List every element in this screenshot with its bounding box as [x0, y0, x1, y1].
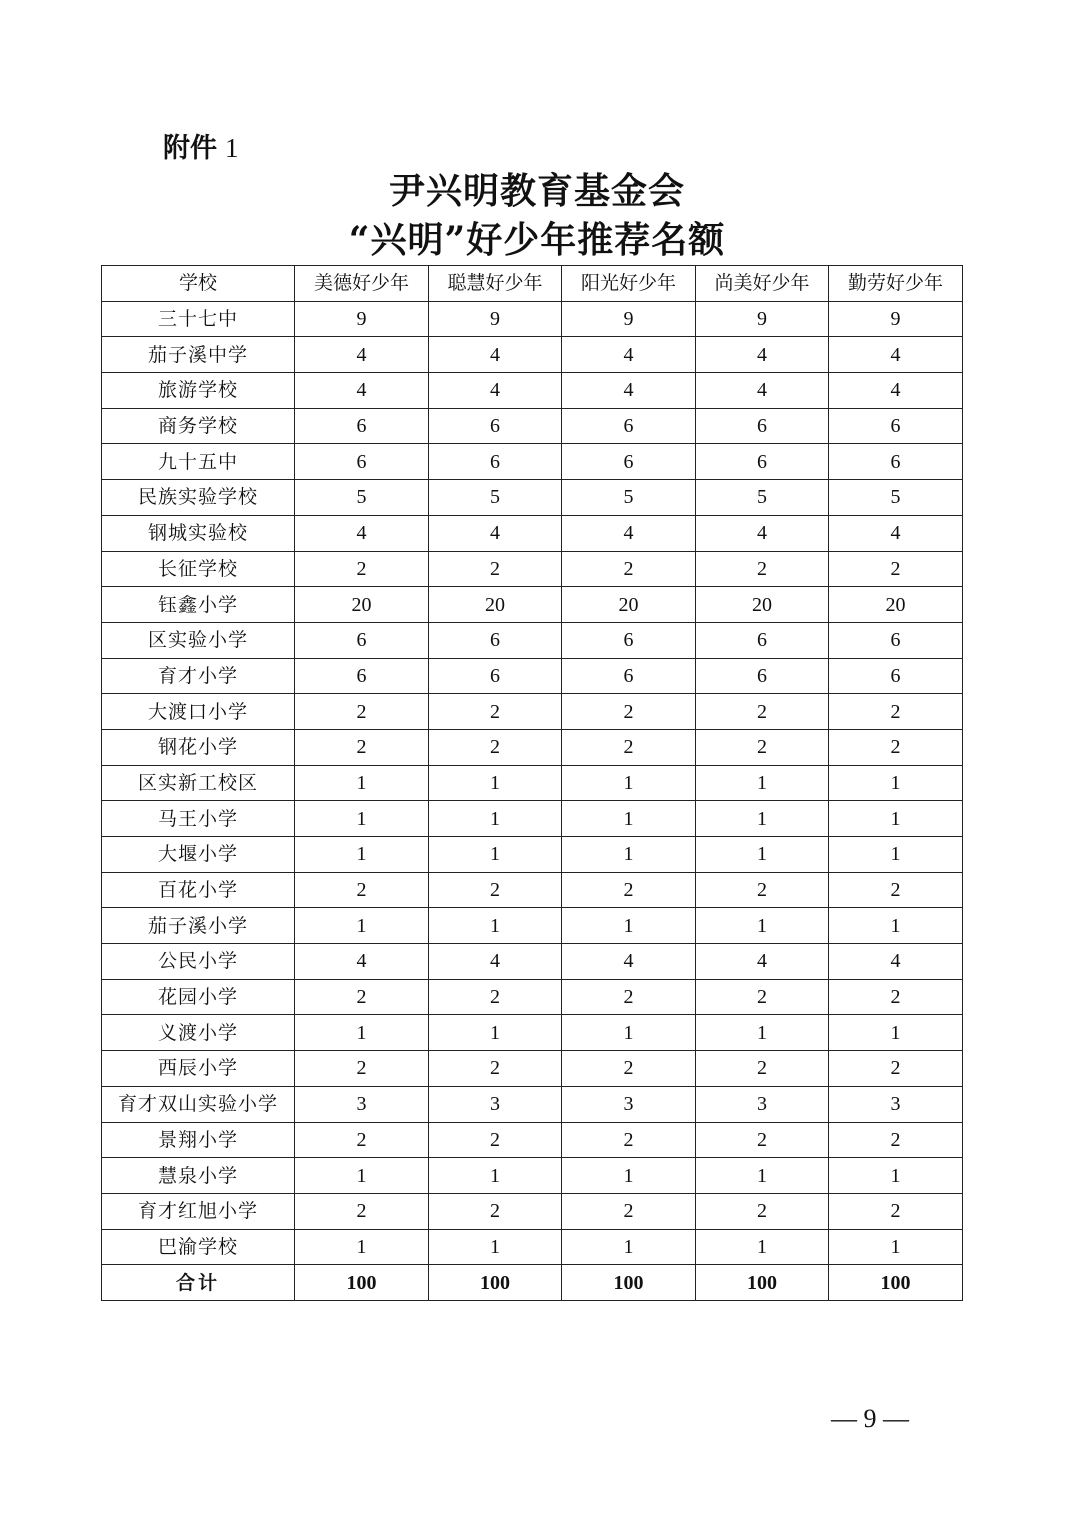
school-name-cell: 商务学校: [102, 408, 295, 444]
table-row: [102, 944, 963, 980]
school-name-cell: 钰鑫小学: [102, 587, 295, 623]
quota-cell: 1: [429, 908, 562, 944]
quota-cell: 6: [429, 444, 562, 480]
quota-cell: 2: [696, 1122, 829, 1158]
table-row: [102, 872, 963, 908]
quota-cell: 4: [829, 515, 963, 551]
quota-cell: 6: [429, 408, 562, 444]
table-row: [102, 408, 963, 444]
quota-cell: 1: [696, 1229, 829, 1265]
quota-cell: 6: [295, 444, 429, 480]
school-name-cell: 钢花小学: [102, 729, 295, 765]
school-name-cell: 巴渝学校: [102, 1229, 295, 1265]
quota-cell: 20: [562, 587, 696, 623]
column-header-category: 尚美好少年: [696, 266, 829, 302]
quota-cell: 1: [696, 765, 829, 801]
total-value-cell: 100: [696, 1265, 829, 1301]
school-name-cell: 百花小学: [102, 872, 295, 908]
table-row: [102, 1051, 963, 1087]
quota-cell: 2: [295, 694, 429, 730]
quota-cell: 3: [429, 1086, 562, 1122]
quota-cell: 4: [829, 337, 963, 373]
school-name-cell: 区实验小学: [102, 622, 295, 658]
quota-cell: 1: [562, 1015, 696, 1051]
school-name-cell: 马王小学: [102, 801, 295, 837]
quota-cell: 1: [429, 1229, 562, 1265]
quota-cell: 2: [562, 1193, 696, 1229]
quota-cell: 6: [562, 444, 696, 480]
column-header-category: 勤劳好少年: [829, 266, 963, 302]
quota-cell: 1: [295, 765, 429, 801]
quota-cell: 4: [295, 337, 429, 373]
quota-cell: 1: [562, 1158, 696, 1194]
attachment-label: [163, 130, 239, 167]
table-row: [102, 622, 963, 658]
quota-cell: 2: [295, 551, 429, 587]
table-body: [102, 301, 963, 1300]
quota-cell: 2: [829, 729, 963, 765]
table-header-row: [102, 266, 963, 302]
quota-cell: 9: [696, 301, 829, 337]
table-row: [102, 729, 963, 765]
school-name-cell: 茄子溪小学: [102, 908, 295, 944]
table-row: [102, 801, 963, 837]
quota-cell: 2: [295, 979, 429, 1015]
school-name-cell: 育才双山实验小学: [102, 1086, 295, 1122]
table-row: [102, 373, 963, 409]
quota-cell: 6: [829, 444, 963, 480]
quota-cell: 4: [829, 944, 963, 980]
school-name-cell: 旅游学校: [102, 373, 295, 409]
quota-cell: 2: [562, 729, 696, 765]
quota-cell: 4: [562, 337, 696, 373]
page-number: — 9 —: [831, 1404, 909, 1433]
school-name-cell: 西辰小学: [102, 1051, 295, 1087]
school-name-cell: 育才小学: [102, 658, 295, 694]
quota-cell: 2: [295, 1122, 429, 1158]
table-row: [102, 587, 963, 623]
quota-cell: 6: [829, 658, 963, 694]
quota-cell: 2: [696, 551, 829, 587]
quota-cell: 1: [295, 801, 429, 837]
quota-cell: 4: [562, 373, 696, 409]
quota-cell: 2: [429, 1122, 562, 1158]
quota-cell: 2: [696, 1051, 829, 1087]
table-row: [102, 694, 963, 730]
quota-cell: 2: [562, 694, 696, 730]
quota-cell: 1: [429, 1015, 562, 1051]
quota-cell: 6: [562, 408, 696, 444]
total-value-cell: 100: [829, 1265, 963, 1301]
quota-cell: 4: [562, 944, 696, 980]
table-row: [102, 480, 963, 516]
school-name-cell: 义渡小学: [102, 1015, 295, 1051]
table-row: [102, 444, 963, 480]
table-row: [102, 1015, 963, 1051]
table-row: [102, 979, 963, 1015]
column-header-category: 美德好少年: [295, 266, 429, 302]
school-name-cell: 区实新工校区: [102, 765, 295, 801]
quota-cell: 4: [295, 373, 429, 409]
quota-cell: 20: [429, 587, 562, 623]
table-row: [102, 837, 963, 873]
quota-cell: 4: [562, 515, 696, 551]
total-value-cell: 100: [295, 1265, 429, 1301]
quota-cell: 1: [295, 1015, 429, 1051]
quota-cell: 6: [696, 408, 829, 444]
school-name-cell: 九十五中: [102, 444, 295, 480]
quota-cell: 4: [696, 515, 829, 551]
school-name-cell: 花园小学: [102, 979, 295, 1015]
quota-cell: 20: [696, 587, 829, 623]
quota-cell: 9: [295, 301, 429, 337]
quota-cell: 2: [562, 979, 696, 1015]
table-row: [102, 551, 963, 587]
attachment-text: 附件: [163, 133, 217, 164]
quota-cell: 4: [429, 515, 562, 551]
quota-cell: 1: [562, 908, 696, 944]
quota-cell: 1: [829, 1158, 963, 1194]
quota-cell: 2: [829, 694, 963, 730]
school-name-cell: 大堰小学: [102, 837, 295, 873]
school-name-cell: 茄子溪中学: [102, 337, 295, 373]
table-row: [102, 1229, 963, 1265]
quota-cell: 2: [429, 551, 562, 587]
school-name-cell: 三十七中: [102, 301, 295, 337]
quota-cell: 2: [696, 872, 829, 908]
quota-cell: 1: [696, 837, 829, 873]
quota-cell: 1: [696, 908, 829, 944]
quota-cell: 2: [295, 1193, 429, 1229]
quota-cell: 4: [696, 944, 829, 980]
quota-cell: 6: [696, 658, 829, 694]
quota-cell: 2: [829, 1193, 963, 1229]
quota-cell: 2: [562, 551, 696, 587]
table-row: [102, 1158, 963, 1194]
quota-cell: 2: [429, 979, 562, 1015]
quota-cell: 2: [562, 872, 696, 908]
quota-cell: 6: [429, 658, 562, 694]
quota-cell: 2: [696, 979, 829, 1015]
quota-cell: 4: [429, 373, 562, 409]
quota-cell: 5: [696, 480, 829, 516]
quota-cell: 6: [829, 622, 963, 658]
quota-cell: 2: [829, 872, 963, 908]
quota-cell: 2: [829, 979, 963, 1015]
quota-cell: 1: [829, 837, 963, 873]
table-row: [102, 1086, 963, 1122]
school-name-cell: 慧泉小学: [102, 1158, 295, 1194]
quota-cell: 6: [295, 408, 429, 444]
column-header-school: 学校: [102, 266, 295, 302]
quota-cell: 4: [295, 944, 429, 980]
quota-cell: 3: [562, 1086, 696, 1122]
quota-cell: 2: [295, 729, 429, 765]
quota-cell: 6: [562, 622, 696, 658]
quota-cell: 1: [829, 1015, 963, 1051]
table-row: [102, 908, 963, 944]
quota-cell: 2: [562, 1122, 696, 1158]
quota-cell: 6: [829, 408, 963, 444]
quota-cell: 2: [696, 729, 829, 765]
quota-cell: 4: [295, 515, 429, 551]
quota-cell: 20: [829, 587, 963, 623]
quota-cell: 1: [429, 801, 562, 837]
quota-cell: 2: [429, 694, 562, 730]
school-name-cell: 钢城实验校: [102, 515, 295, 551]
quota-cell: 1: [295, 837, 429, 873]
quota-cell: 5: [429, 480, 562, 516]
document-subtitle: “兴明”好少年推荐名额: [348, 219, 726, 261]
quota-cell: 2: [429, 1193, 562, 1229]
school-name-cell: 景翔小学: [102, 1122, 295, 1158]
quota-cell: 1: [696, 801, 829, 837]
quota-cell: 5: [829, 480, 963, 516]
table-row: [102, 1193, 963, 1229]
school-name-cell: 长征学校: [102, 551, 295, 587]
quota-cell: 6: [696, 444, 829, 480]
column-header-category: 阳光好少年: [562, 266, 696, 302]
quota-cell: 1: [562, 837, 696, 873]
attachment-number: 1: [225, 133, 239, 163]
quota-cell: 1: [696, 1158, 829, 1194]
quota-cell: 9: [562, 301, 696, 337]
quota-cell: 6: [429, 622, 562, 658]
quota-cell: 1: [295, 908, 429, 944]
school-name-cell: 育才红旭小学: [102, 1193, 295, 1229]
total-label-cell: 合计: [102, 1265, 295, 1301]
quota-cell: 4: [696, 337, 829, 373]
quota-cell: 1: [696, 1015, 829, 1051]
quota-cell: 2: [429, 1051, 562, 1087]
quota-cell: 20: [295, 587, 429, 623]
quota-cell: 4: [429, 944, 562, 980]
quota-cell: 1: [829, 908, 963, 944]
quota-cell: 1: [429, 765, 562, 801]
quota-cell: 4: [696, 373, 829, 409]
total-value-cell: 100: [562, 1265, 696, 1301]
quota-cell: 6: [562, 658, 696, 694]
quota-cell: 5: [295, 480, 429, 516]
table-row: [102, 1122, 963, 1158]
quota-cell: 3: [829, 1086, 963, 1122]
quota-cell: 1: [829, 1229, 963, 1265]
quota-cell: 2: [429, 729, 562, 765]
quota-cell: 2: [562, 1051, 696, 1087]
table-row: [102, 337, 963, 373]
quota-cell: 6: [295, 658, 429, 694]
quota-cell: 2: [295, 1051, 429, 1087]
quota-cell: 6: [295, 622, 429, 658]
quota-cell: 5: [562, 480, 696, 516]
quota-cell: 6: [696, 622, 829, 658]
quota-cell: 1: [429, 1158, 562, 1194]
total-value-cell: 100: [429, 1265, 562, 1301]
quota-cell: 1: [295, 1158, 429, 1194]
quota-cell: 2: [829, 1051, 963, 1087]
quota-cell: 2: [829, 1122, 963, 1158]
quota-cell: 2: [829, 551, 963, 587]
quota-cell: 2: [696, 1193, 829, 1229]
quota-cell: 2: [696, 694, 829, 730]
quota-cell: 1: [829, 801, 963, 837]
quota-cell: 3: [696, 1086, 829, 1122]
table-row: [102, 658, 963, 694]
table-row: [102, 301, 963, 337]
quota-cell: 1: [295, 1229, 429, 1265]
quota-cell: 1: [829, 765, 963, 801]
quota-table: [101, 265, 963, 1301]
school-name-cell: 大渡口小学: [102, 694, 295, 730]
table-row: [102, 765, 963, 801]
quota-cell: 9: [829, 301, 963, 337]
document-title: 尹兴明教育基金会: [388, 170, 685, 212]
quota-cell: 2: [429, 872, 562, 908]
quota-cell: 1: [562, 801, 696, 837]
column-header-category: 聪慧好少年: [429, 266, 562, 302]
table-row: [102, 515, 963, 551]
school-name-cell: 公民小学: [102, 944, 295, 980]
quota-cell: 1: [429, 837, 562, 873]
quota-cell: 2: [295, 872, 429, 908]
quota-cell: 4: [429, 337, 562, 373]
quota-cell: 3: [295, 1086, 429, 1122]
quota-cell: 1: [562, 765, 696, 801]
total-row: [102, 1265, 963, 1301]
quota-cell: 1: [562, 1229, 696, 1265]
school-name-cell: 民族实验学校: [102, 480, 295, 516]
quota-cell: 9: [429, 301, 562, 337]
quota-cell: 4: [829, 373, 963, 409]
